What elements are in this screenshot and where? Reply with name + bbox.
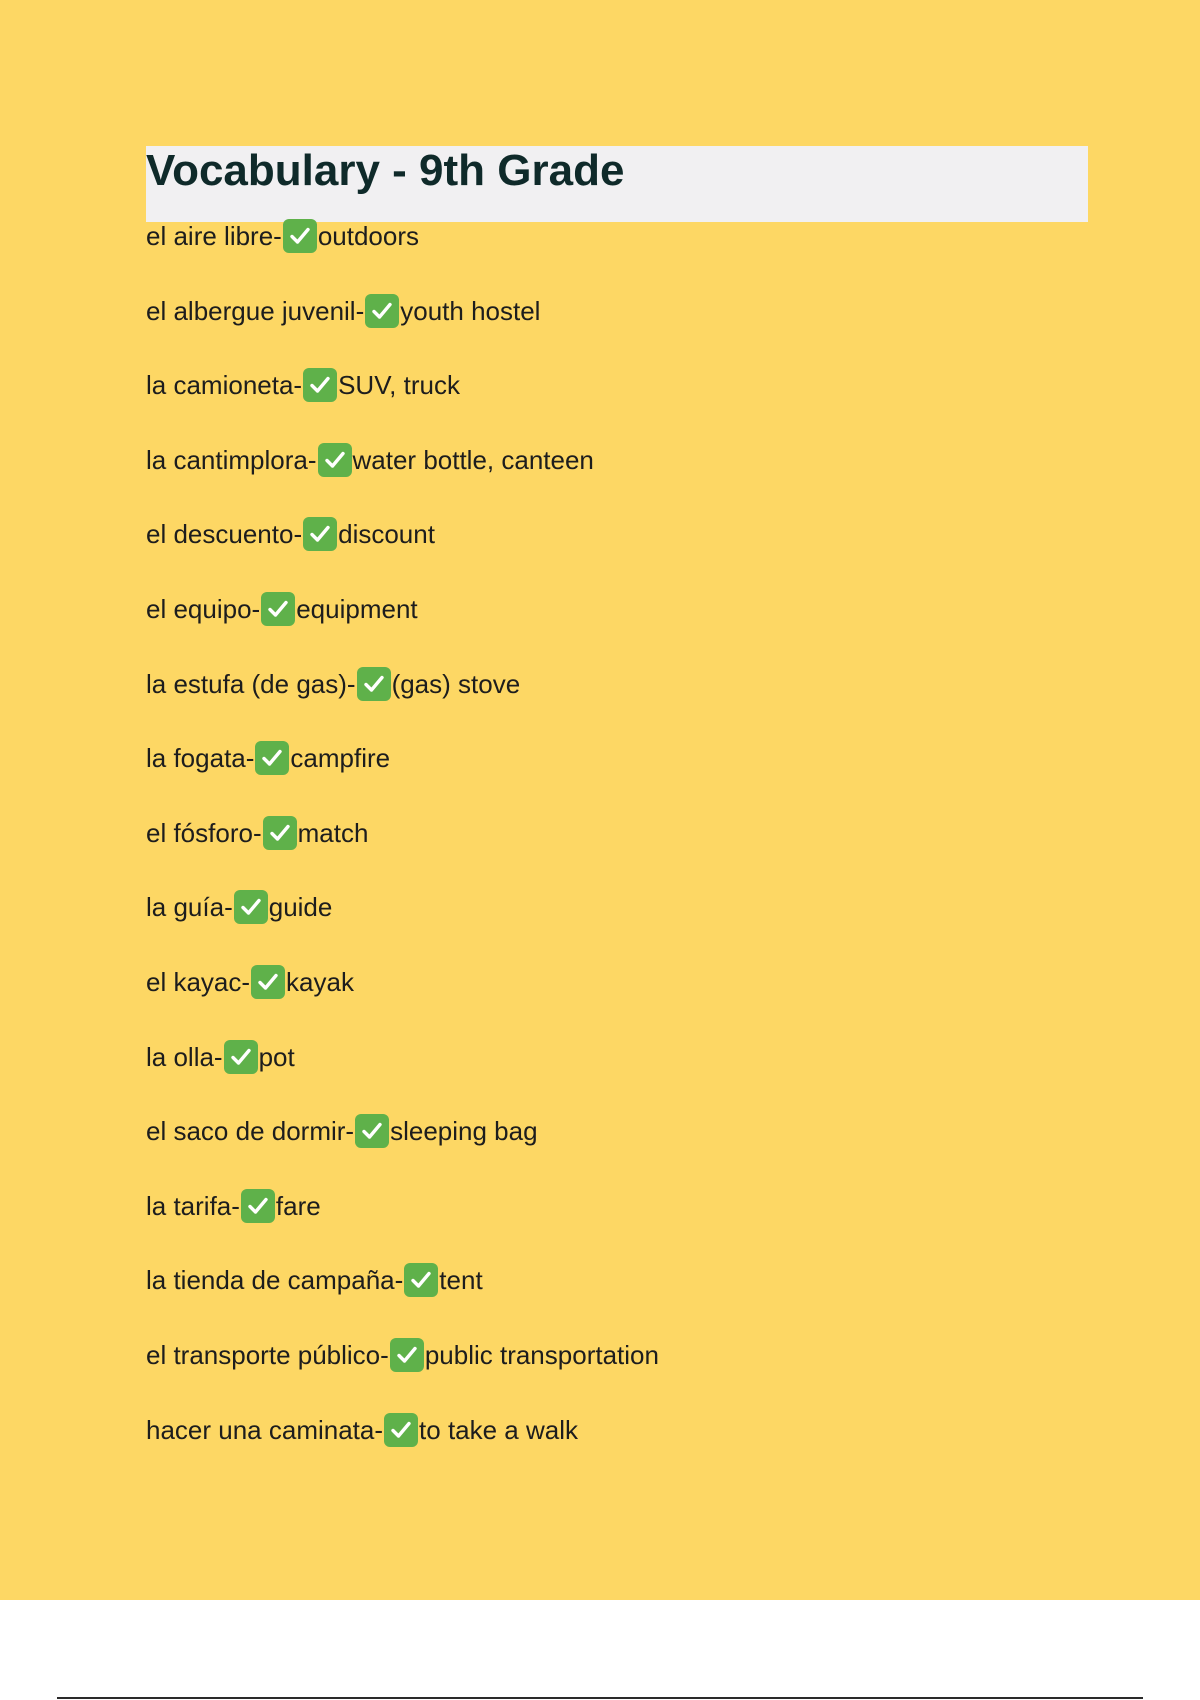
english-translation: fare xyxy=(275,1190,321,1221)
spanish-term: la fogata- xyxy=(146,743,255,774)
english-translation: discount xyxy=(338,519,435,550)
title-banner xyxy=(146,146,1088,222)
vocabulary-item xyxy=(146,1187,659,1262)
english-translation: sleeping bag xyxy=(390,1116,538,1147)
english-translation: guide xyxy=(268,892,333,923)
document-title: Vocabulary - 9th Grade xyxy=(146,146,625,195)
english-translation: equipment xyxy=(296,593,418,624)
vocabulary-item xyxy=(146,1112,659,1187)
vocabulary-item xyxy=(146,1261,659,1336)
spanish-term: el transporte público- xyxy=(146,1339,389,1370)
spanish-term: la estufa (de gas)- xyxy=(146,668,356,699)
check-mark-icon xyxy=(251,965,285,999)
vocabulary-item xyxy=(146,441,659,516)
vocabulary-item xyxy=(146,366,659,441)
vocabulary-item xyxy=(146,739,659,814)
check-mark-icon xyxy=(255,741,289,775)
spanish-term: hacer una caminata- xyxy=(146,1414,384,1445)
spanish-term: la olla- xyxy=(146,1041,223,1072)
check-mark-icon xyxy=(263,816,297,850)
check-mark-icon xyxy=(357,667,391,701)
vocabulary-item xyxy=(146,292,659,367)
spanish-term: el aire libre- xyxy=(146,221,282,251)
vocabulary-item xyxy=(146,814,659,889)
check-mark-icon xyxy=(355,1114,389,1148)
vocabulary-item xyxy=(146,888,659,963)
footer-divider xyxy=(57,1697,1143,1699)
check-mark-icon xyxy=(390,1338,424,1372)
check-mark-icon xyxy=(261,592,295,626)
english-translation: pot xyxy=(258,1041,295,1072)
english-translation: campfire xyxy=(290,743,391,774)
check-mark-icon xyxy=(303,368,337,402)
english-translation: public transportation xyxy=(424,1339,659,1370)
check-mark-icon xyxy=(404,1263,438,1297)
vocabulary-item xyxy=(146,1038,659,1113)
spanish-term: el saco de dormir- xyxy=(146,1116,355,1147)
vocabulary-item xyxy=(146,963,659,1038)
english-translation: tent xyxy=(439,1265,483,1296)
spanish-term: el kayac- xyxy=(146,966,251,997)
spanish-term: la camioneta- xyxy=(146,370,303,401)
vocabulary-item xyxy=(146,217,659,292)
check-mark-icon xyxy=(365,294,399,328)
spanish-term: el equipo- xyxy=(146,593,261,624)
spanish-term: la guía- xyxy=(146,892,233,923)
vocabulary-item xyxy=(146,1411,659,1486)
vocabulary-item xyxy=(146,515,659,590)
check-mark-icon xyxy=(234,890,268,924)
english-translation: SUV, truck xyxy=(338,370,460,401)
spanish-term: el descuento- xyxy=(146,519,303,550)
spanish-term: la tienda de campaña- xyxy=(146,1265,404,1296)
check-mark-icon xyxy=(224,1040,258,1074)
spanish-term: la tarifa- xyxy=(146,1190,240,1221)
check-mark-icon xyxy=(303,517,337,551)
vocabulary-item xyxy=(146,590,659,665)
check-mark-icon xyxy=(241,1189,275,1223)
check-mark-icon xyxy=(318,443,352,477)
english-translation: (gas) stove xyxy=(391,668,521,699)
spanish-term: el albergue juvenil- xyxy=(146,295,365,326)
check-mark-icon xyxy=(384,1413,418,1447)
english-translation: water bottle, canteen xyxy=(352,444,594,475)
vocabulary-item xyxy=(146,1336,659,1411)
english-translation: kayak xyxy=(286,966,354,997)
english-translation: outdoors xyxy=(317,221,420,251)
vocabulary-list xyxy=(146,217,659,1485)
spanish-term: la cantimplora- xyxy=(146,444,317,475)
english-translation: to take a walk xyxy=(419,1414,579,1445)
check-mark-icon xyxy=(283,219,317,253)
vocabulary-item xyxy=(146,665,659,740)
english-translation: youth hostel xyxy=(400,295,541,326)
spanish-term: el fósforo- xyxy=(146,817,262,848)
english-translation: match xyxy=(297,817,369,848)
